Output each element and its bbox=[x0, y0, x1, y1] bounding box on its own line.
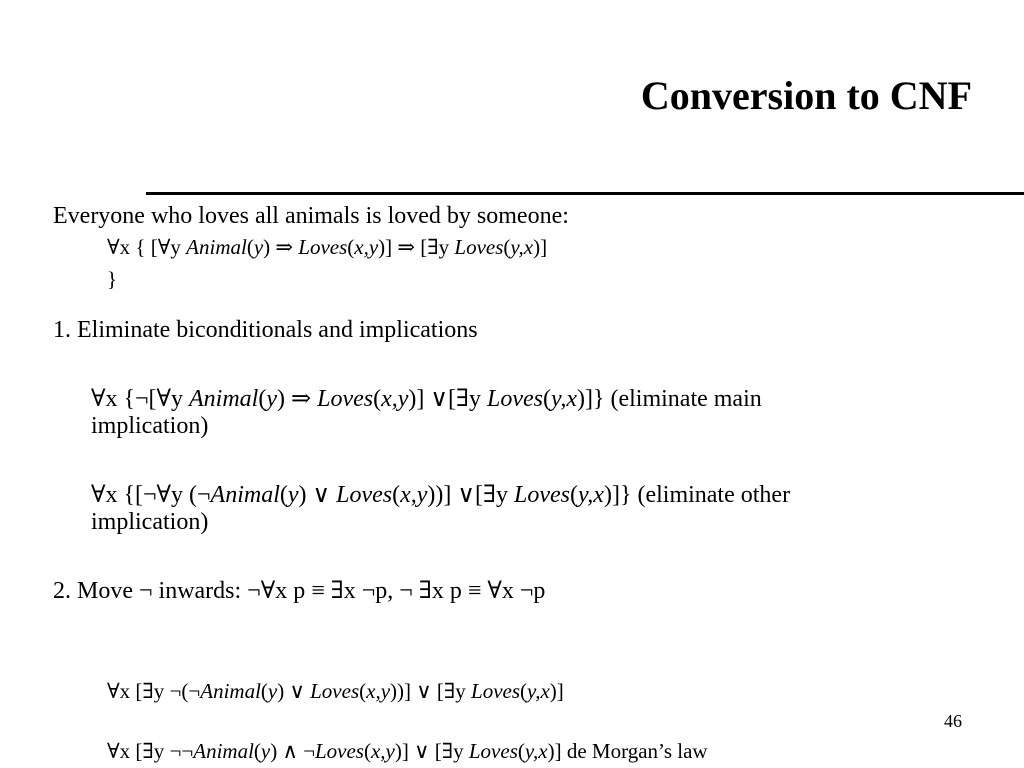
title-underline bbox=[146, 192, 1024, 195]
page-number: 46 bbox=[944, 711, 962, 731]
formula-part: ∀x {[¬∀y (¬ bbox=[91, 482, 211, 508]
statement-text: Everyone who loves all animals is loved by someone: bbox=[53, 203, 569, 229]
formula-part: ) ∧ ¬ bbox=[270, 739, 315, 763]
loves-predicate: Loves bbox=[471, 679, 521, 703]
formula-part: ) ⇒ bbox=[263, 235, 299, 259]
loves-predicate: Loves bbox=[486, 386, 543, 412]
formula-part: )] bbox=[533, 235, 548, 259]
formula-part: ( bbox=[363, 739, 371, 763]
variable-args: x,y bbox=[370, 739, 395, 763]
formula-part: ( bbox=[542, 386, 551, 412]
variable-args: x,y bbox=[354, 235, 379, 259]
formula-part: ( bbox=[246, 235, 254, 259]
animal-predicate: Animal bbox=[193, 739, 254, 763]
variable-args: x,y bbox=[381, 386, 409, 412]
equation-1 bbox=[91, 386, 762, 412]
formula-part: )] ∨[∃y bbox=[408, 386, 487, 412]
variable: y bbox=[267, 679, 278, 703]
formula-part: ) ∨ bbox=[277, 679, 311, 703]
slide-title: Conversion to CNF bbox=[640, 73, 972, 118]
formula-part: )]} (eliminate other bbox=[603, 482, 791, 508]
equation-2 bbox=[91, 482, 790, 508]
formula-part: ))] ∨ [∃y bbox=[390, 679, 472, 703]
loves-predicate: Loves bbox=[314, 739, 364, 763]
animal-predicate: Animal bbox=[186, 235, 247, 259]
variable-args: y,x bbox=[524, 739, 548, 763]
equation-1-continuation: implication) bbox=[91, 413, 209, 439]
variable-args: x,y bbox=[366, 679, 391, 703]
original-formula bbox=[107, 236, 547, 259]
formula-part: ( bbox=[503, 235, 511, 259]
variable-args: y,x bbox=[527, 679, 550, 703]
formula-part: ( bbox=[279, 482, 288, 508]
step-2-heading: 2. Move ¬ inwards: ¬∀x p ≡ ∃x ¬p, ¬ ∃x p ≡ ∀x ¬p bbox=[53, 578, 546, 604]
formula-part: )] ⇒ [∃y bbox=[378, 235, 455, 259]
step-1-heading: 1. Eliminate biconditionals and implications bbox=[53, 317, 478, 343]
variable-args: y,x bbox=[577, 482, 604, 508]
loves-predicate: Loves bbox=[336, 482, 393, 508]
equation-4 bbox=[107, 740, 708, 763]
formula-closing-brace: } bbox=[107, 267, 118, 291]
variable: y bbox=[260, 739, 271, 763]
animal-predicate: Animal bbox=[210, 482, 280, 508]
formula-part: ( bbox=[392, 482, 401, 508]
formula-part: ( bbox=[569, 482, 578, 508]
formula-part: ( bbox=[359, 679, 367, 703]
formula-part: ∀x [∃y ¬(¬ bbox=[107, 679, 201, 703]
formula-part: ( bbox=[347, 235, 355, 259]
formula-part: )]} (eliminate main bbox=[576, 386, 762, 412]
variable-args: y,x bbox=[510, 235, 534, 259]
variable-args: y,x bbox=[550, 386, 577, 412]
formula-part: ( bbox=[517, 739, 525, 763]
loves-predicate: Loves bbox=[317, 386, 374, 412]
variable: y bbox=[266, 386, 277, 412]
animal-predicate: Animal bbox=[189, 386, 259, 412]
loves-predicate: Loves bbox=[298, 235, 348, 259]
formula-part: ∀x {¬[∀y bbox=[91, 386, 190, 412]
formula-part: ))] ∨[∃y bbox=[427, 482, 514, 508]
formula-part: )] de Morgan’s law bbox=[547, 739, 708, 763]
formula-part: )] ∨ [∃y bbox=[394, 739, 469, 763]
formula-part: ( bbox=[258, 386, 267, 412]
formula-part: ( bbox=[253, 739, 261, 763]
equation-3 bbox=[107, 680, 564, 703]
formula-part: )] bbox=[549, 679, 564, 703]
formula-part: ( bbox=[520, 679, 528, 703]
animal-predicate: Animal bbox=[200, 679, 261, 703]
formula-part: ∀x { [∀y bbox=[107, 235, 187, 259]
formula-part: ( bbox=[373, 386, 382, 412]
formula-part: ∀x [∃y ¬¬ bbox=[107, 739, 194, 763]
formula-part: ) ⇒ bbox=[277, 386, 318, 412]
loves-predicate: Loves bbox=[310, 679, 360, 703]
variable: y bbox=[253, 235, 264, 259]
loves-predicate: Loves bbox=[454, 235, 504, 259]
variable: y bbox=[287, 482, 299, 508]
equation-2-continuation: implication) bbox=[91, 509, 209, 535]
loves-predicate: Loves bbox=[468, 739, 518, 763]
formula-part: ) ∨ bbox=[298, 482, 337, 508]
variable-args: x,y bbox=[400, 482, 428, 508]
loves-predicate: Loves bbox=[513, 482, 570, 508]
formula-part: ( bbox=[260, 679, 268, 703]
